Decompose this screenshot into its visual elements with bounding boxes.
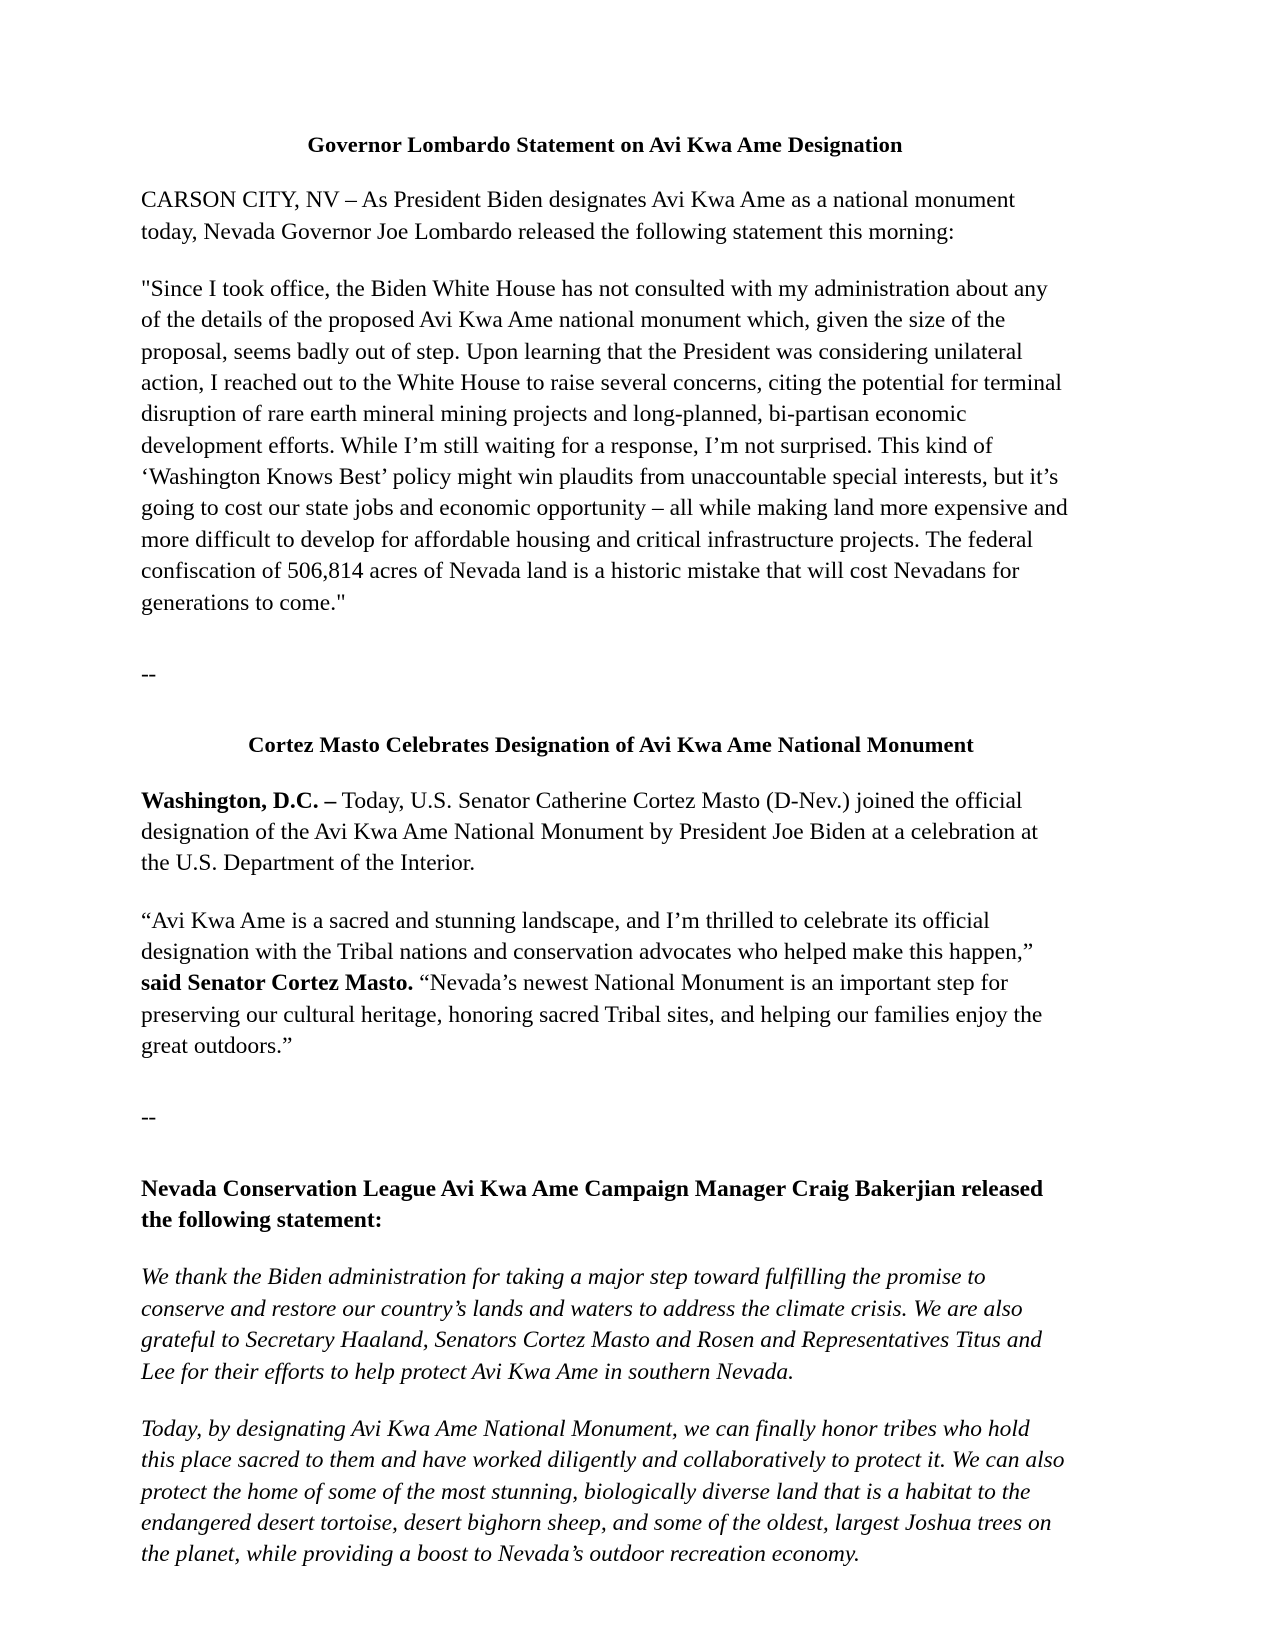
- document-body: [141, 130, 1069, 1571]
- cortez-masto-dateline-label: Washington, D.C. –: [141, 787, 337, 814]
- cortez-masto-dateline-paragraph: [141, 786, 1069, 880]
- cortez-masto-quote-paragraph: [141, 906, 1069, 1063]
- section-separator-2: --: [141, 1104, 156, 1131]
- nevada-conservation-league-statement-2: Today, by designating Avi Kwa Ame National Monument, we can finally honor tribes who hold this place sacred to them and have worked diligently and collaboratively to protect it. We can also protect the home of some of the most stunning, biologically diverse land that is a habitat to the endangered desert tortoise, desert bighorn sheep, and some of the oldest, largest Joshua trees on the planet, while providing a boost to Nevada’s outdoor recreation economy.: [141, 1415, 1065, 1568]
- nevada-conservation-league-statement-1: We thank the Biden administration for taking a major step toward fulfilling the promise to conserve and restore our country’s lands and waters to address the climate crisis. We are also grateful to Secretary Haaland, Senators Cortez Masto and Rosen and Representatives Titus and Lee for their efforts to help protect Avi Kwa Ame in southern Nevada.: [141, 1264, 1042, 1385]
- cortez-masto-quote-attribution: said Senator Cortez Masto.: [141, 970, 414, 997]
- cortez-masto-section-title: Cortez Masto Celebrates Designation of Avi Kwa Ame National Monument: [248, 732, 974, 758]
- cortez-masto-quote-part1: “Avi Kwa Ame is a sacred and stunning landscape, and I’m thrilled to celebrate its official designation with the Tribal nations and conservation advocates who helped make this happen,”: [141, 907, 1034, 965]
- spacer-after-second-separator: [141, 1160, 1069, 1174]
- cortez-masto-dateline-rest: Today, U.S. Senator Catherine Cortez Masto (D-Nev.) joined the official designation of the Avi Kwa Ame National Monument by President Joe Biden at a celebration at the U.S. Department of the Interior.: [141, 787, 1038, 877]
- lombardo-section-title: Governor Lombardo Statement on Avi Kwa Ame Designation: [307, 132, 903, 157]
- lombardo-quote-paragraph: "Since I took office, the Biden White House has not consulted with my administration about any of the details of the proposed Avi Kwa Ame national monument which, given the size of the proposal, seems badly out of step. Upon learning that the President was considering unilateral action, I reached out to the White House to raise several concerns, citing the potential for terminal disruption of rare earth mineral mining projects and long-planned, bi-partisan economic development efforts. While I’m still waiting for a response, I’m not surprised. This kind of ‘Washington Knows Best’ policy might win plaudits from unaccountable special interests, but it’s going to cost our state jobs and economic opportunity – all while making land more expensive and more difficult to develop for affordable housing and critical infrastructure projects. The federal confiscation of 506,814 acres of Nevada land is a historic mistake that will cost Nevadans for generations to come.": [141, 275, 1068, 616]
- section-separator-1: --: [141, 660, 156, 687]
- lombardo-dateline-paragraph: CARSON CITY, NV – As President Biden designates Avi Kwa Ame as a national monument today, Nevada Governor Joe Lombardo released the following statement this morning:: [141, 187, 1016, 245]
- cortez-masto-quote-part2: “Nevada’s newest National Monument is an important step for preserving our cultural heritage, honoring sacred Tribal sites, and helping our families enjoy the great outdoors.”: [141, 970, 1043, 1060]
- spacer-before-second-separator: [141, 1088, 1069, 1102]
- spacer-before-first-separator: [141, 645, 1069, 659]
- nevada-conservation-league-heading: Nevada Conservation League Avi Kwa Ame Campaign Manager Craig Bakerjian released the following statement:: [141, 1175, 1044, 1234]
- spacer-after-first-separator: [141, 716, 1069, 730]
